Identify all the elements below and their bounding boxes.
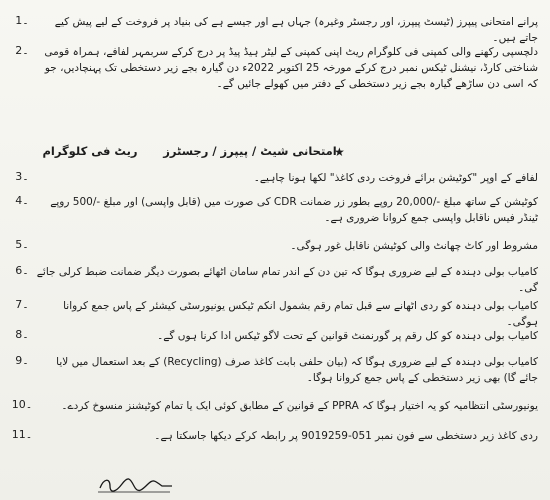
item-9: [8, 354, 542, 386]
item-text: پرانے امتحانی پیپرز (ٹیسٹ پیپرز، اور رجسٹر وغیرہ) جہاں ہے اور جیسے ہے کی بنیاد پر فروخت کے لیے پیش کیے جاتے ہیں۔: [54, 16, 538, 44]
item-7: [8, 298, 542, 330]
signature-icon: [96, 474, 176, 496]
item-text: یونیورسٹی انتظامیہ کو یہ اختیار ہوگا کہ PPRA کے قوانین کے مطابق کوئی ایک یا تمام کوٹیشنز منسوخ کردے۔: [61, 400, 538, 412]
item-text: کامیاب بولی دہندہ کو ردی اٹھانے سے قبل تمام رقم بشمول انکم ٹیکس یونیورسٹی کیشئر کے پاس جمع کروانا ہوگی۔: [63, 300, 538, 328]
item-6: [8, 264, 542, 296]
item-number: ۔6: [15, 264, 29, 277]
item-number: ۔10: [11, 398, 33, 411]
item-text: مشروط اور کاٹ چھانٹ والی کوٹیشن ناقابل غور ہوگی۔: [290, 240, 538, 252]
item-3: [8, 170, 542, 186]
item-number: ۔8: [15, 328, 29, 341]
item-number: ۔2: [15, 44, 29, 57]
item-number: ۔5: [15, 238, 29, 251]
item-text: کوٹیشن کے ساتھ مبلغ -/20,000 روپے بطور زر ضمانت CDR کی صورت میں (قابل واپسی) اور مبلغ -/500 روپے ٹینڈر فیس ناقابل واپسی جمع کروانا ضروری ہے۔: [50, 196, 538, 224]
item-number: ۔9: [15, 354, 29, 367]
item-11: [8, 428, 542, 444]
item-text: کامیاب بولی دہندہ کے لیے ضروری ہوگا کہ تین دن کے اندر تمام سامان اٹھائے بصورت دیگر ضمانت ضبط کرلی جائے گی۔: [36, 266, 538, 294]
item-5: [8, 238, 542, 254]
item-2: [8, 44, 542, 92]
item-4: [8, 194, 542, 226]
table-header: [0, 142, 550, 164]
item-number: ۔11: [11, 428, 33, 441]
item-8: [8, 328, 542, 344]
item-text: کامیاب بولی دہندہ کو کل رقم پر گورنمنٹ قوانین کے تحت لاگو ٹیکس ادا کرنا ہوں گے۔: [157, 330, 538, 342]
item-text: دلچسپی رکھنے والی کمپنی فی کلوگرام ریٹ اپنی کمپنی کے لیٹر ہیڈ پیڈ پر درج کرکے سربمہر لفافے، ہمراہ قومی شناختی کارڈ، نیشنل ٹیکس نمبر درج کرکے مورخہ 25 اکتوبر 2022ء دن گیارہ بجے زیر دستخطی تک پہنچادیں، جو کہ اسی دن ساڑھے گیارہ بجے زیر دستخطی کے دفتر میں کھولے جائیں گے۔: [44, 46, 538, 90]
item-text: ردی کاغذ زیر دستخطی سے فون نمبر 051-9019259 پر رابطہ کرکے دیکھا جاسکتا ہے۔: [154, 430, 538, 442]
item-text: کامیاب بولی دہندہ کے لیے ضروری ہوگا کہ (بیان حلفی بابت کاغذ صرف (Recycling) کے بعد استعمال میں لایا جائے گا) بھی زیر دستخطی کے پاس جمع کروانا ہوگا۔: [56, 356, 538, 384]
item-number: ۔4: [15, 194, 29, 207]
header-rate-column: ریٹ فی کلوگرام: [42, 144, 138, 158]
item-number: ۔7: [15, 298, 29, 311]
signature: [96, 474, 176, 500]
item-text: لفافے کے اوپر "کوٹیشن برائے فروخت ردی کاغذ" لکھا ہونا چاہیے۔: [253, 172, 538, 184]
item-10: [8, 398, 542, 414]
header-item-column: امتحانی شیٹ / پیپرز / رجسٹرز: [163, 144, 337, 158]
item-1: [8, 14, 542, 46]
item-number: ۔3: [15, 170, 29, 183]
star-icon: ★: [334, 145, 345, 159]
item-number: ۔1: [15, 14, 29, 27]
